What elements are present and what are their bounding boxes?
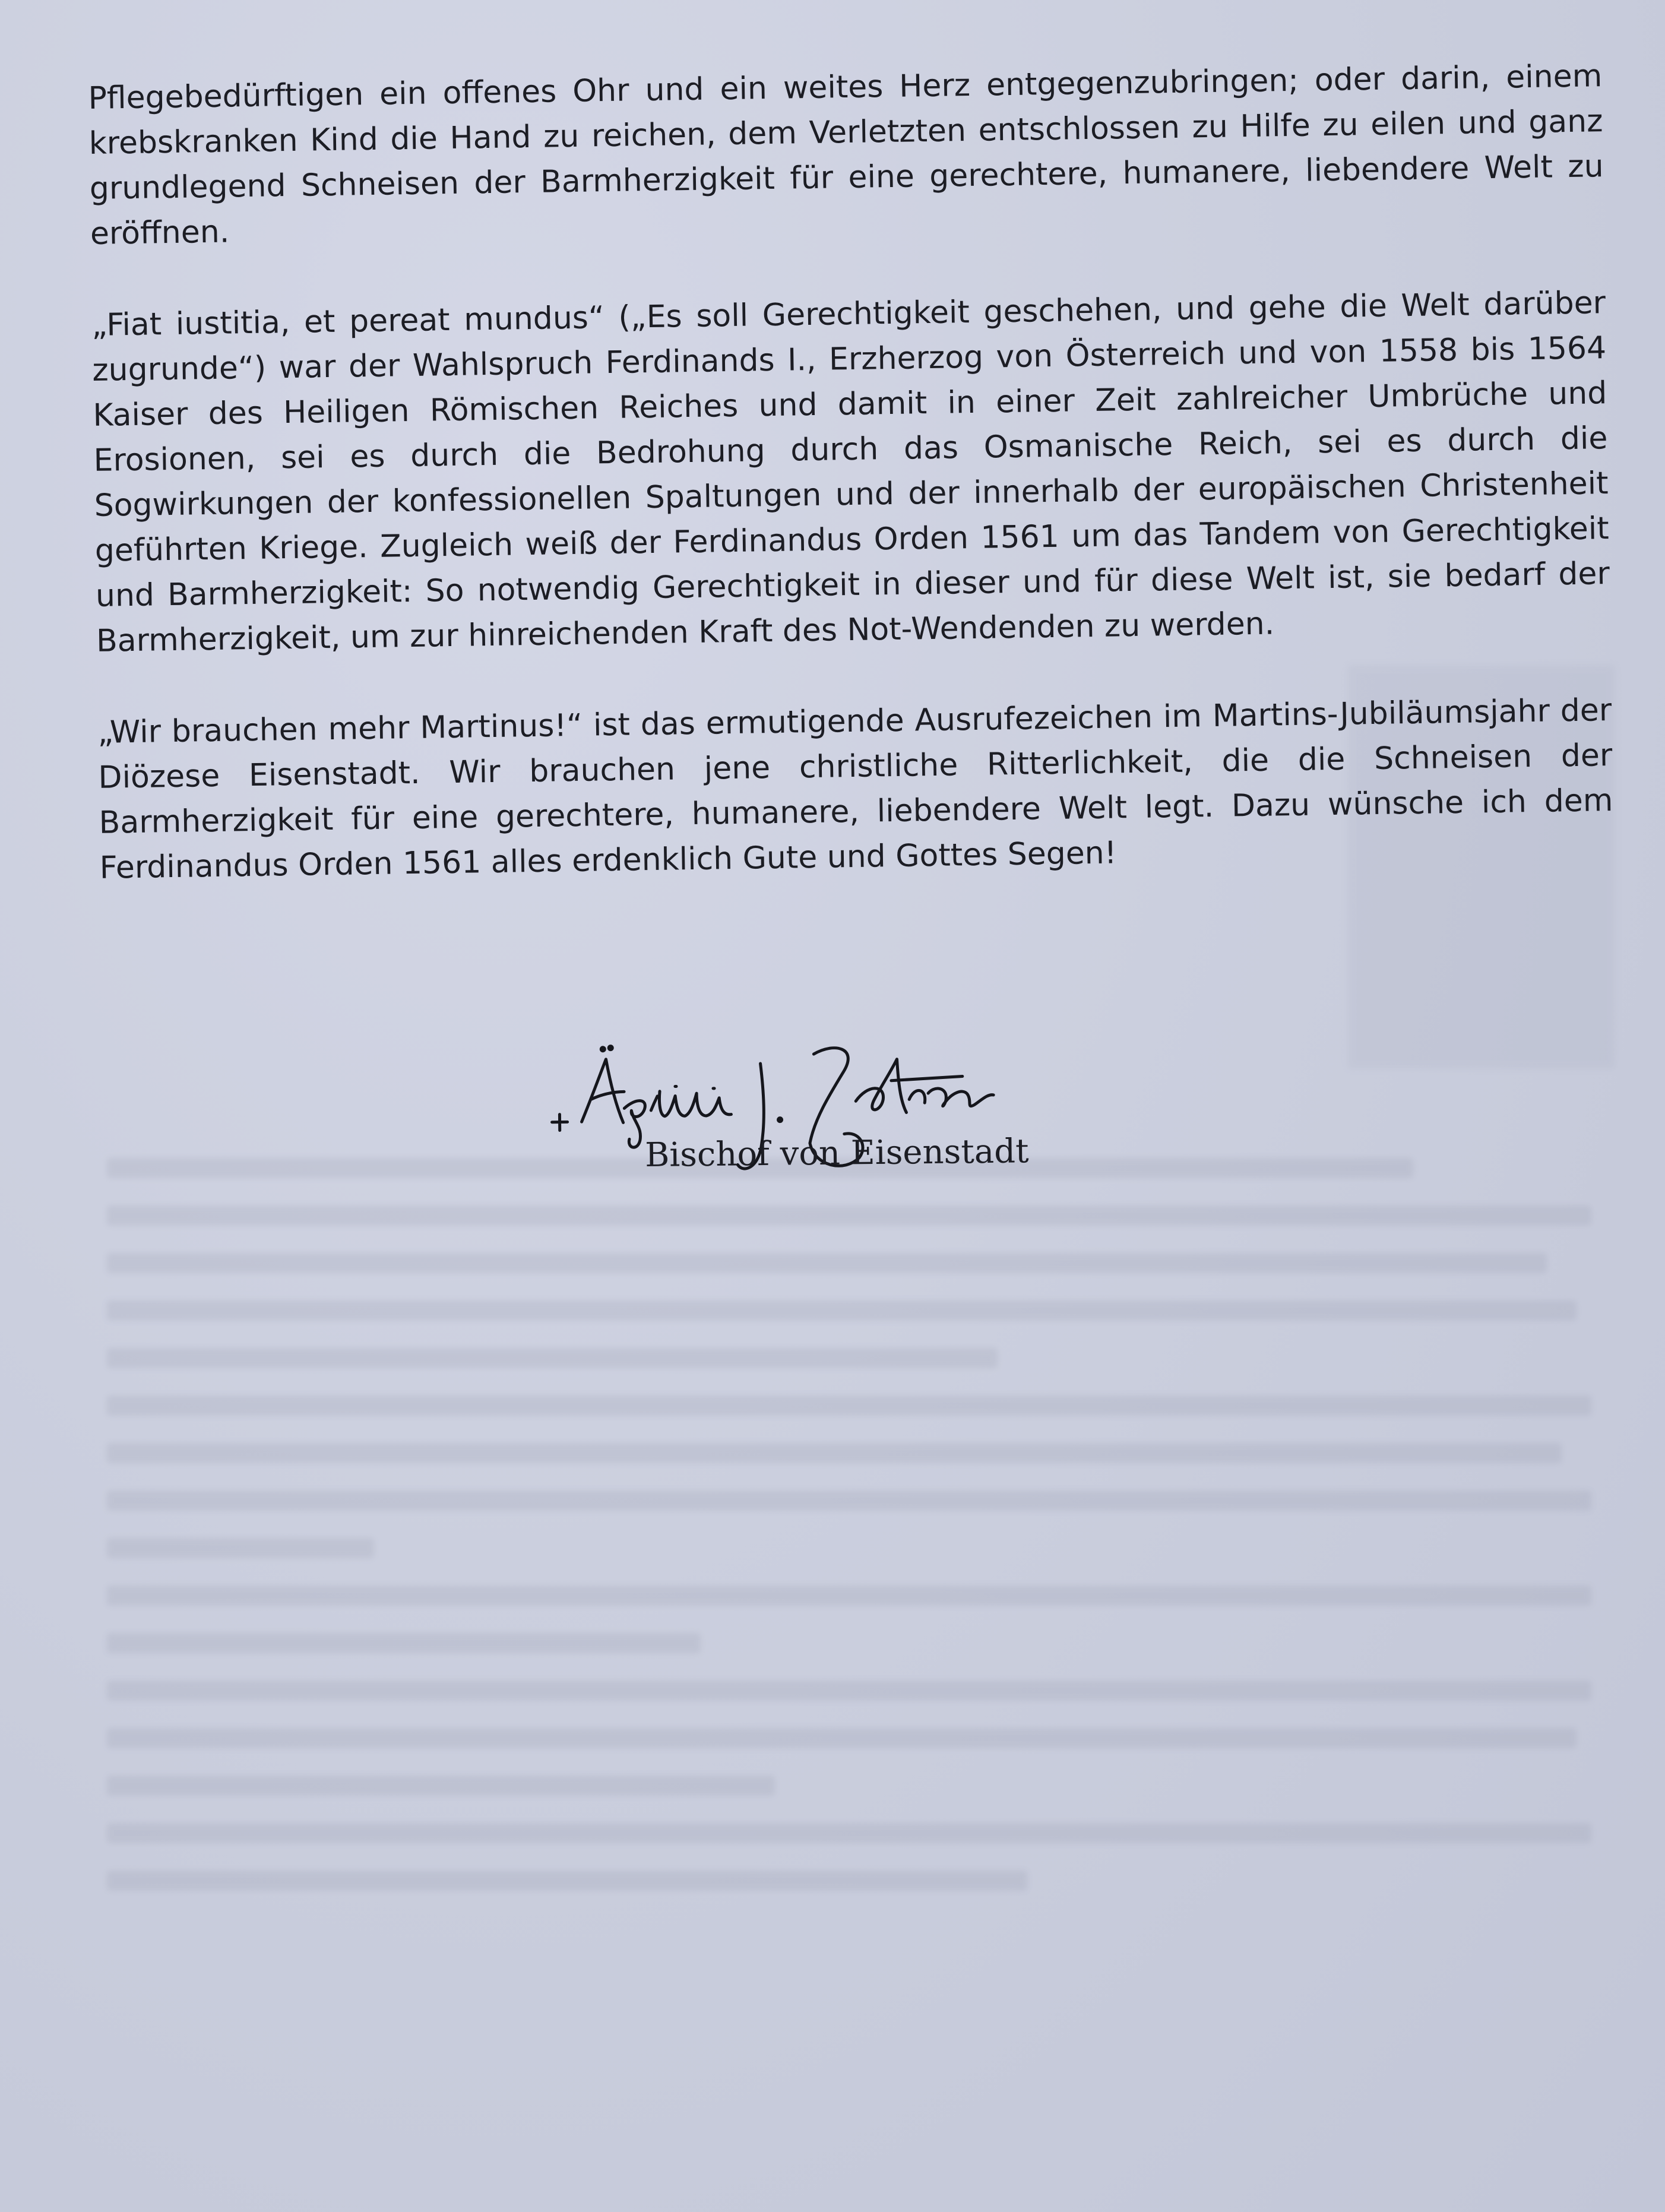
letter-body [88, 53, 1614, 891]
bleed-through-text [107, 1158, 1591, 2049]
paragraph: Pflegebedürftigen ein offenes Ohr und ein weites Herz entgegenzubringen; oder darin, einem krebskranken Kind die Hand zu reichen, dem Verletzten entschlossen zu Hilfe zu eilen und ganz grundlegend Schneisen der Barmherzigkeit für eine gerechtere, humanere, liebendere Welt zu eröffnen. [88, 58, 1604, 252]
signature-block [534, 1027, 1130, 1211]
paragraph: „Fiat iustitia, et pereat mundus“ („Es soll Gerechtigkeit geschehen, und gehe die Welt darüber zugrunde“) war der Wahlspruch Ferdinands I., Erzherzog von Österreich und von 1558 bis 1564 Kaiser des Heiligen Römischen Reiches und damit in einer Zeit zahlreicher Umbrüche und Erosionen, sei es durch die Bedrohung durch das Osmanische Reich, sei es durch die Sogwirkungen der konfessionellen Spaltungen und der innerhalb der europäischen Christenheit geführten Kriege. Zugleich weiß der Ferdinandus Orden 1561 um das Tandem von Gerechtigkeit und Barmherzigkeit: So notwendig Gerechtigkeit in dieser und für diese Welt ist, sie bedarf der Barmherzigkeit, um zur hinreichenden Kraft des Not-Wendenden zu werden. [91, 285, 1610, 659]
paragraph: „Wir brauchen mehr Martinus!“ ist das ermutigende Ausrufezeichen im Martins-Jubiläumsjahr der Diözese Eisenstadt. Wir brauchen jene christliche Ritterlichkeit, die die Schneisen der Barmherzigkeit für eine gerechtere, humanere, liebendere Welt legt. Dazu wünsche ich dem Ferdinandus Orden 1561 alles erdenklich Gute und Gottes Segen! [97, 692, 1613, 886]
signature-caption: Bischof von Eisenstadt [644, 1132, 1029, 1175]
handwritten-signature [534, 1028, 1071, 1200]
